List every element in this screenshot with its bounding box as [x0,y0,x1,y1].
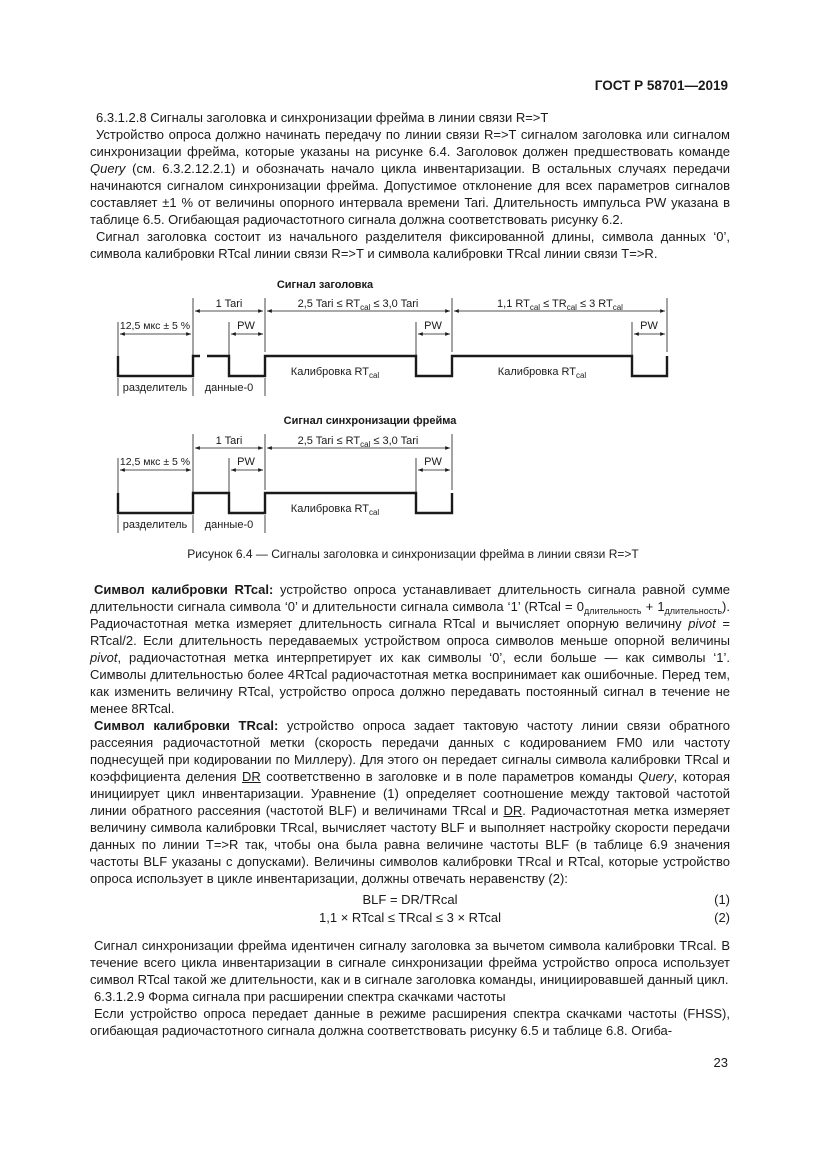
equation-formula: BLF = DR/TRcal [362,892,458,907]
delim-time-label: 12,5 мкс ± 5 % [119,456,191,468]
intro-paragraph-2: Сигнал заголовка состоит из начального разделителя фиксированной длины, символа данных ‘0’, символа калибровки RTcal линии связи R=>T и символа калибровки TRcal линии связи T=>R. [90,229,730,261]
signal-diagram [0,270,826,550]
data0-label: данные-0 [204,382,254,394]
equation-formula: 1,1 × RTcal ≤ TRcal ≤ 3 × RTcal [319,910,501,925]
trcal-range-label: 1,1 $RT_{cal} \le TR_{cal} \le 3$ $RT_{cal}$ [497,298,623,312]
rtcal-paragraph: Символ калибровки RTcal: устройство опроса устанавливает длительность сигнала равной сумме длительности сигнала символа ‘0’ и длительности сигнала символа ‘1’ (RTcal = $0_{длительность} + 1_{длительность}$). Радиочастотная метка измеряет длительность сигнала RTcal и вычисляет опорную величину pivot = RTcal/2. Если длительность передаваемых устройством опроса символов меньше опорной величины pivot, радиочастотная метка интерпретирует их как символы ‘0’, если больше — как символы ‘1’. Символы длительностью более 4RTcal радиочастотная метка воспринимает как ошибочные. Перед тем, как изменить величину RTcal, устройство опроса должно передавать постоянный сигнал в течение не менее 8RTcal. [90,582,730,716]
trcal-paragraph: Символ калибровки TRcal: устройство опроса задает тактовую частоту линии связи обратного рассеяния радиочастотной метки (скорость передачи данных с кодированием FM0 или частоту поднесущей при кодировании по Миллеру). Для этого он передает сигналы символа калибровки TRcal и коэффициента деления DR соответственно в заголовке и в поле параметров команды Query, которая инициирует цикл инвентаризации. Уравнение (1) определяет соотношение между тактовой частотой линии обратного рассеяния (частотой BLF) и величинами TRcal и DR. Радиочастотная метка измеряет величину символа калибровки TRcal, вычисляет частоту BLF и выполняет настройку скорости передачи данных по линии T=>R так, чтобы она была равна величине частоты BLF (в таблице 6.9 значения частоты BLF указаны с допусками). Величины символов калибровки TRcal и RTcal, которые устройство опроса использует в цикле инвентаризации, должны отвечать неравенству (2): [90,718,730,886]
rtcal-range-label: 2,5 Tari ≤ $RT_{cal} \le 3,0$ Tari [297,435,419,449]
figure-6-4 [0,270,826,570]
section-title-6-3-1-2-9: 6.3.1.2.9 Форма сигнала при расширении спектра скачками частоты [94,989,506,1004]
figure-caption: Рисунок 6.4 — Сигналы заголовка и синхронизации фрейма в линии связи R=>T [187,547,639,561]
section-title-6-3-1-2-8: 6.3.1.2.8 Сигналы заголовка и синхронизации фрейма в линии связи R=>T [96,110,549,125]
equation-number: (1) [714,892,730,907]
pw-label: PW [424,456,442,468]
intro-section [90,109,730,262]
delimiter-label: разделитель [122,382,188,394]
preamble-title: Сигнал заголовка [276,279,374,291]
delimiter-label: разделитель [122,519,188,531]
document-code-header: ГОСТ Р 58701—2019 [594,78,728,93]
pw-label: PW [237,320,255,332]
data0-label: данные-0 [204,519,254,531]
tari-label: 1 Tari [215,435,243,447]
fhss-paragraph: Если устройство опроса передает данные в режиме расширения спектра скачками частоты (FHSS), огибающая радиочастотного сигнала должна соответствовать рисунку 6.5 и таблице 6.8. Огиба- [90,1006,730,1038]
pw-label: PW [237,456,255,468]
equation-1 [90,891,730,909]
framesync-title: Сигнал синхронизации фрейма [283,415,457,427]
rtcal-label: Калибровка $RT_{cal}$ [290,503,380,517]
pw-label: PW [424,320,442,332]
framesync-waveform [118,493,452,513]
framesync-paragraph: Сигнал синхронизации фрейма идентичен сигналу заголовка за вычетом символа калибровки TRcal. В течение всего цикла инвентаризации в сигнале синхронизации фрейма устройство опроса использует символ RTcal такой же длительности, как и в сигнале заголовка команды, инициировавшей данный цикл. [90,938,730,987]
rtcal-range-label: 2,5 Tari ≤ $RT_{cal} \le 3,0$ Tari [297,298,419,312]
main-text [90,581,730,1039]
rtcal-label: Калибровка $RT_{cal}$ [290,366,380,380]
equation-number: (2) [714,910,730,925]
trcal-waveform-label: Калибровка $RT_{cal}$ [497,366,587,380]
intro-paragraph-1: Устройство опроса должно начинать передачу по линии связи R=>T сигналом заголовка или сигналом синхронизации фрейма, которые указаны на рисунке 6.4. Заголовок должен предшествовать команде Query (см. 6.3.2.12.2.1) и обозначать начало цикла инвентаризации. В остальных случаях передачи начинаются сигналом синхронизации фрейма. Допустимое отклонение для всех параметров сигналов составляет ±1 % от величины опорного интервала времени Tari. Длительность импульса PW указана в таблице 6.5. Огибающая радиочастотного сигнала должна соответствовать рисунку 6.2. [90,127,730,227]
equation-2 [90,909,730,927]
tari-label: 1 Tari [215,298,243,310]
pw-label: PW [640,320,658,332]
delim-time-label: 12,5 мкс ± 5 % [119,320,191,332]
page-number: 23 [713,1055,728,1070]
